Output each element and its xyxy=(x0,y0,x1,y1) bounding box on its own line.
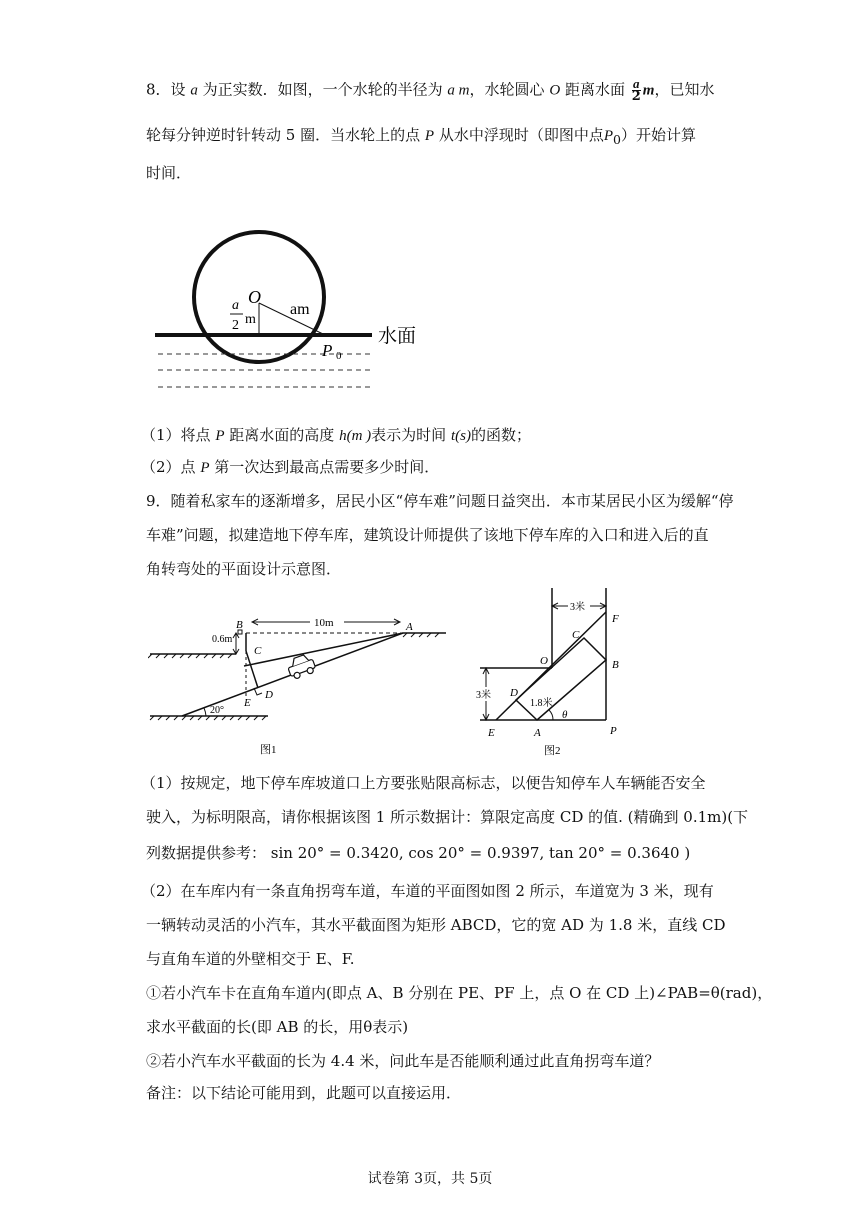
text: ，已知水 xyxy=(654,80,715,99)
q9-part1-line-3: 列数据提供参考： sin 20° = 0.3420, cos 20° = 0.9397, tan 20° = 0.3640 ) xyxy=(146,844,691,862)
label-20deg: 20° xyxy=(210,705,224,716)
label-D: D xyxy=(265,689,273,701)
q9-line-2: 车难”问题，拟建造地下停车库，建筑设计师提供了该地下停车库的入口和进入后的直 xyxy=(146,526,709,544)
variable-P: P xyxy=(215,428,225,444)
q8-line-2 xyxy=(146,124,696,147)
variable-P: P xyxy=(424,128,435,144)
label-F: F xyxy=(612,613,619,625)
label-half-num: a xyxy=(232,298,239,313)
label-half-den: 2 xyxy=(232,318,239,333)
label-water: 水面 xyxy=(378,326,417,347)
q9-line-1: 9．随着私家车的逐渐增多，居民小区“停车难”问题日益突出．本市某居民小区为缓解“停 xyxy=(146,492,734,510)
text: 的函数； xyxy=(470,426,531,444)
text: ）开始计算 xyxy=(620,126,696,144)
label-am: am xyxy=(290,301,310,318)
question-number: 8． xyxy=(146,80,171,99)
upper-ramp xyxy=(244,633,403,666)
subscript-0: 0 xyxy=(613,132,621,147)
label-0-6m: 0.6m xyxy=(212,634,233,645)
text: 为正实数．如图，一个水轮的半径为 xyxy=(202,80,443,99)
label-C: C xyxy=(254,645,262,657)
text: 时间． xyxy=(146,164,192,182)
label-A: A xyxy=(534,727,541,739)
q9-line-3: 角转弯处的平面设计示意图． xyxy=(146,560,342,578)
label-O: O xyxy=(248,287,261,307)
text: 从水中浮现时（即图中点 xyxy=(438,126,604,144)
water-wheel-figure xyxy=(150,228,450,398)
text: ，水轮圆心 xyxy=(469,80,545,99)
variable-P0: P xyxy=(603,128,614,144)
q8-line-1 xyxy=(146,78,714,103)
label-1-8m: 1.8米 xyxy=(530,698,553,709)
text: 第一次达到最高点需要多少时间． xyxy=(214,458,440,476)
label-C: C xyxy=(572,629,580,641)
q8-sub-2 xyxy=(141,456,439,477)
variable-a: a xyxy=(190,82,198,99)
page-footer: 试卷第 3页，共 5页 xyxy=(367,1171,493,1187)
label-D: D xyxy=(510,687,518,699)
figure-1-ramp xyxy=(148,608,448,760)
text: 距离水面的高度 xyxy=(229,426,335,444)
label-3m-top: 3米 xyxy=(570,602,585,613)
text: （1）将点 xyxy=(141,426,211,444)
label-B: B xyxy=(236,619,243,631)
angle-arc-20 xyxy=(204,708,206,716)
text: （2）点 xyxy=(141,458,196,476)
label-10m: 10m xyxy=(314,617,334,629)
q9-case2: ②若小汽车水平截面的长为 4.4 米，问此车是否能顺利通过此直角拐弯车道？ xyxy=(146,1052,660,1070)
expr-t: t(s) xyxy=(450,428,471,444)
q8-line-3 xyxy=(146,162,191,183)
unit-m: m xyxy=(642,82,655,99)
variable-P: P xyxy=(200,460,210,476)
figure-2-caption: 图2 xyxy=(544,745,561,757)
q9-part1-line-2: 驶入，为标明限高，请你根据该图 1 所示数据计：算限定高度 CD 的值. (精确到 0.1m)(下 xyxy=(146,808,749,826)
label-theta: θ xyxy=(562,709,568,721)
text: 设 xyxy=(170,80,186,99)
frac-den: 2 xyxy=(631,89,641,104)
q9-note: 备注：以下结论可能用到，此题可以直接运用． xyxy=(146,1084,462,1102)
text: 表示为时间 xyxy=(371,426,447,444)
label-half-unit: m xyxy=(245,312,256,327)
fraction-a-over-2 xyxy=(632,78,641,103)
text: 距离水面 xyxy=(564,80,625,99)
figure-2-corner xyxy=(466,582,636,760)
expr-h: h(m ) xyxy=(339,428,372,444)
variable-O: O xyxy=(549,82,561,99)
q9-case1-line-1: ①若小汽车卡在直角车道内(即点 A、B 分别在 PE、PF 上，点 O 在 CD 上)∠PAB=θ(rad)， xyxy=(146,984,773,1002)
figure-1-caption: 图1 xyxy=(260,744,277,756)
q9-part2-line-2: 一辆转动灵活的小汽车，其水平截面图为矩形 ABCD，它的宽 AD 为 1.8 米，直线 CD xyxy=(146,916,726,934)
frac-num: a xyxy=(633,76,640,91)
q9-part2-line-1: （2）在车库内有一条直角拐弯车道，车道的平面图如图 2 所示，车道宽为 3 米，现有 xyxy=(141,882,714,900)
q9-part2-line-3: 与直角车道的外壁相交于 E、F. xyxy=(146,950,355,968)
text: 轮每分钟逆时针转动 5 圈．当水轮上的点 xyxy=(146,126,421,144)
label-A: A xyxy=(406,621,413,633)
q9-case1-line-2: 求水平截面的长(即 AB 的长，用θ表示) xyxy=(146,1018,409,1036)
label-B: B xyxy=(612,659,619,671)
label-E: E xyxy=(244,697,251,709)
label-O: O xyxy=(540,655,548,667)
q9-part1-line-1: （1）按规定，地下停车库坡道口上方要张贴限高标志，以便告知停车人车辆能否安全 xyxy=(141,774,706,792)
q8-sub-1 xyxy=(141,424,531,445)
label-P0: P xyxy=(322,341,333,360)
label-E: E xyxy=(488,727,495,739)
theta-arc xyxy=(549,710,553,720)
label-P: P xyxy=(610,725,617,737)
label-3m-left: 3米 xyxy=(476,690,491,701)
radius-expr: a m xyxy=(447,82,470,99)
label-P0-sub: 0 xyxy=(336,350,342,362)
